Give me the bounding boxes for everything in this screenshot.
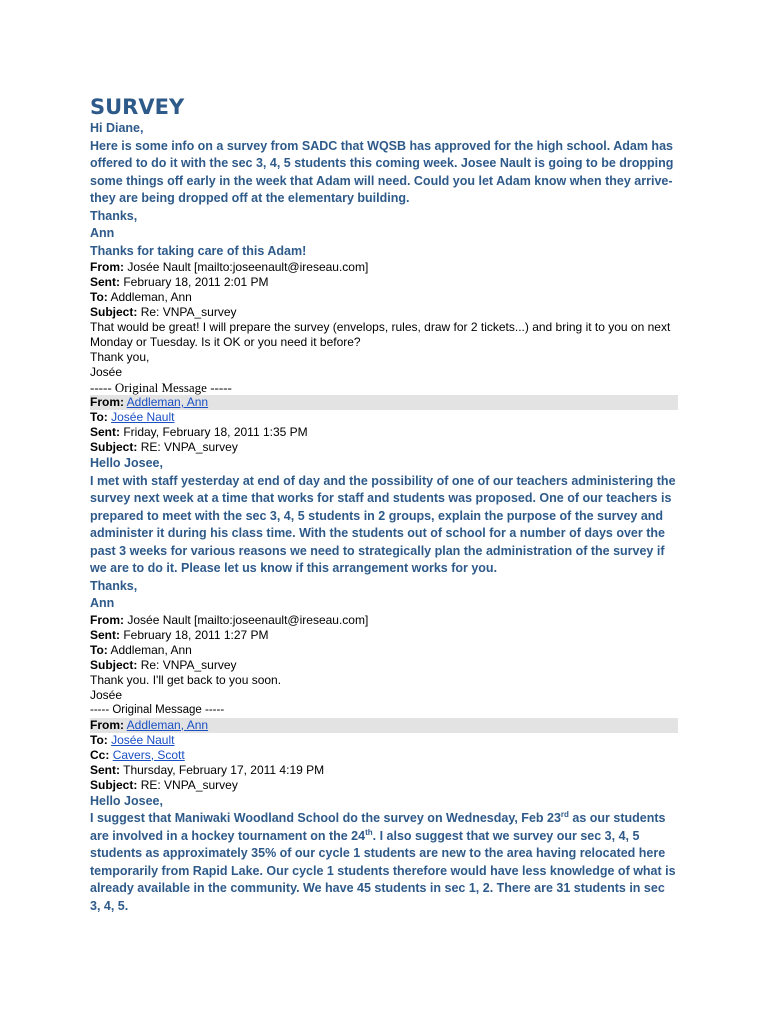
message-body: Thank you. I'll get back to you soon. <box>90 672 282 687</box>
sent-value: Friday, February 18, 2011 1:35 PM <box>123 425 308 439</box>
closing: Thank you, <box>90 350 150 364</box>
greeting: Hello Josee, <box>90 793 163 808</box>
original-message-separator: ----- Original Message ----- <box>90 703 225 716</box>
sent-value: February 18, 2011 1:27 PM <box>123 627 269 642</box>
signature: Josée <box>90 365 123 379</box>
message-body: That would be great! I will prepare the survey (envelops, rules, draw for 2 tickets...) and bring it to you on next Monday or Tuesday. Is it OK or you need it before? <box>90 320 671 349</box>
greeting: Hello Josee, <box>90 456 163 470</box>
message-body: Here is some info on a survey from SADC that WQSB has approved for the high school. Adam has offered to do it with the sec 3, 4, 5 students this coming week. Josee Nault is going to be dropping some things off early in the week that Adam will need. Could you let Adam know when they arrive-they are being dropped off at the elementary building. <box>90 138 674 205</box>
cc-link[interactable]: Cavers, Scott <box>112 747 185 762</box>
sent-value: February 18, 2011 2:01 PM <box>123 275 269 289</box>
from-value: Josée Nault [mailto:joseenault@ireseau.com] <box>127 612 369 627</box>
subject-value: RE: VNPA_survey <box>140 440 238 454</box>
email-header: From: Josée Nault [mailto:joseenault@ireseau.com] Sent: February 18, 2011 1:27 PM To: Addleman, Ann Subject: Re: VNPA_survey Thank you. I'll get back to you soon. Josée <box>90 613 678 703</box>
message-body: I suggest that Maniwaki Woodland School do the survey on Wednesday, Feb 23rd as our students are involved in a hockey tournament on the 24th. I also suggest that we survey our sec 3, 4, 5 students as approximately 35% of our cycle 1 students are new to the area having relocated here temporarily from Rapid Lake. Our cycle 1 students therefore would have less knowledge of what is already available in the community. We have 45 students in sec 1, 2. There are 31 students in sec 3, 4, 5. <box>90 809 676 913</box>
original-message-body <box>90 793 678 916</box>
sent-value: Thursday, February 17, 2011 4:19 PM <box>123 762 325 777</box>
to-link[interactable]: Josée Nault <box>111 410 175 424</box>
top-note <box>90 120 678 260</box>
signature: Ann <box>90 596 115 610</box>
original-message-header: From: Addleman, Ann To: Josée Nault Cc: Cavers, Scott Sent: Thursday, February 17, 2011 4:19 PM Subject: RE: VNPA_survey <box>90 718 678 793</box>
subject-value: Re: VNPA_survey <box>140 657 237 672</box>
original-message-separator: ----- Original Message ----- <box>90 380 232 395</box>
original-message-body <box>90 455 678 613</box>
page-title: SURVEY <box>90 95 185 119</box>
closing: Thanks, <box>90 208 138 223</box>
subject-value: RE: VNPA_survey <box>140 777 238 792</box>
to-value: Addleman, Ann <box>110 290 192 304</box>
note: Thanks for taking care of this Adam! <box>90 243 307 258</box>
from-link[interactable]: Addleman, Ann <box>126 717 209 732</box>
email-document <box>90 94 678 915</box>
email-header: From: Josée Nault [mailto:joseenault@ireseau.com] Sent: February 18, 2011 2:01 PM To: Addleman, Ann Subject: Re: VNPA_survey That would be great! I will prepare the survey (envelops, rules, draw for 2 tickets...) and bring it to you on next Monday or Tuesday. Is it OK or you need it before? Thank you, Josée <box>90 260 678 380</box>
subject-value: Re: VNPA_survey <box>140 305 237 319</box>
signature: Josée <box>90 687 123 702</box>
closing: Thanks, <box>90 578 138 593</box>
original-message-header: From: Addleman, Ann To: Josée Nault Sent: Friday, February 18, 2011 1:35 PM Subject: RE: VNPA_survey <box>90 395 678 455</box>
message-body: I met with staff yesterday at end of day and the possibility of one of our teachers administering the survey next week at a time that works for staff and students was proposed. One of our teachers is prepared to meet with the sec 3, 4, 5 students in 2 groups, explain the purpose of the survey and administer it during his class time. With the students out of school for a number of days over the past 3 weeks for various reasons we need to strategically plan the administration of the survey if we are to do it. Please let us know if this arrangement works for you. <box>90 473 676 575</box>
to-link[interactable]: Josée Nault <box>111 732 175 747</box>
from-value: Josée Nault [mailto:joseenault@ireseau.com] <box>127 260 369 274</box>
greeting: Hi Diane, <box>90 121 144 135</box>
from-link[interactable]: Addleman, Ann <box>126 395 209 409</box>
to-value: Addleman, Ann <box>110 642 192 657</box>
signature: Ann <box>90 226 115 240</box>
